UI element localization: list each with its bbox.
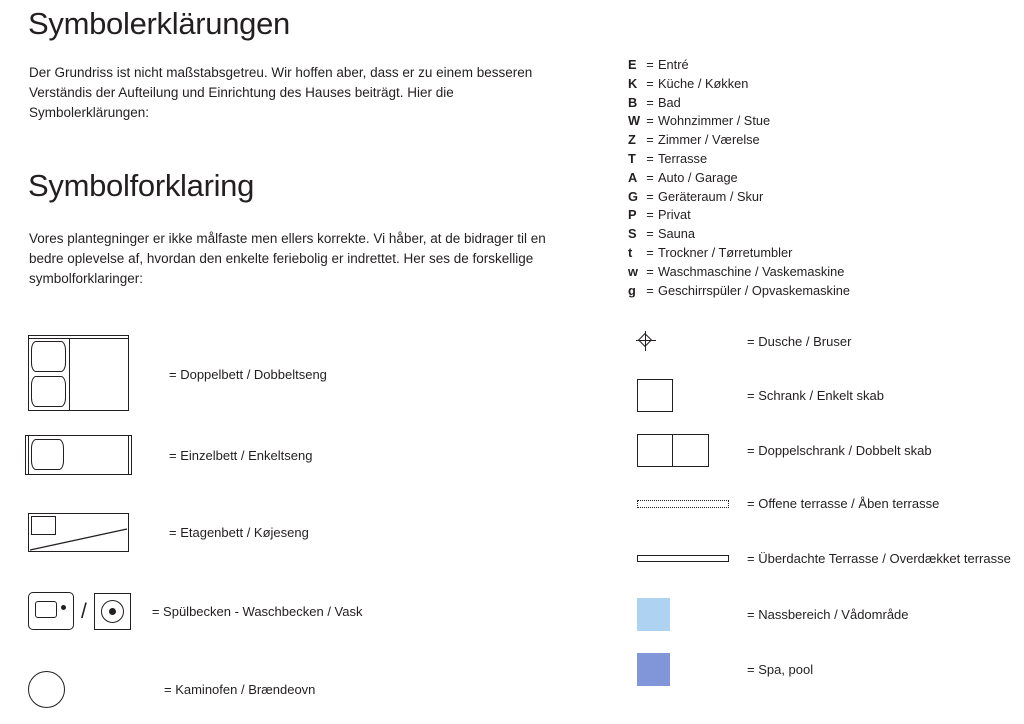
fireplace-icon — [28, 671, 65, 708]
abbreviation-row — [628, 170, 998, 189]
page-title-dk: Symbolforklaring — [28, 168, 255, 203]
abbreviation-key: W — [628, 113, 641, 129]
shower-icon-wrap — [637, 332, 747, 350]
abbreviation-key: K — [628, 75, 638, 91]
legend-label: = Spa, pool — [747, 662, 814, 677]
open-terrace-icon-wrap — [637, 500, 747, 508]
legend-label: = Einzelbett / Enkeltseng — [169, 447, 313, 463]
legend-label: = Schrank / Enkelt skab — [747, 388, 884, 403]
legend-item-fireplace — [28, 671, 315, 708]
abbreviation-equals: = — [646, 282, 654, 298]
page-title-de: Symbolerklärungen — [28, 6, 290, 41]
legend-label: = Etagenbett / Køjeseng — [169, 525, 309, 540]
abbreviation-value: Wohnzimmer / Stue — [658, 113, 771, 129]
legend-label: = Offene terrasse / Åben terrasse — [747, 496, 940, 511]
legend-label: = Kaminofen / Brændeovn — [164, 682, 316, 697]
abbreviation-key: w — [628, 263, 638, 279]
abbreviation-key: Z — [628, 132, 636, 148]
intro-paragraph-de: Der Grundriss ist nicht maßstabsgetreu. Wir hoffen aber, dass er zu einem besseren Verständis der Aufteilung und Einrichtung des Hauses beiträgt. Hier die Symbolerklärungen: — [29, 65, 533, 120]
legend-item-spa-pool — [637, 653, 813, 686]
abbreviation-equals: = — [646, 132, 654, 148]
abbreviation-value: Geräteraum / Skur — [658, 188, 764, 204]
abbreviation-equals: = — [646, 263, 654, 279]
abbreviation-value: Auto / Garage — [658, 169, 738, 185]
abbreviation-row — [628, 245, 998, 264]
abbreviation-key: g — [628, 282, 636, 298]
legend-item-wet-area — [637, 598, 909, 631]
abbreviation-key: B — [628, 94, 638, 110]
intro-paragraph-dk: Vores plantegninger er ikke målfaste men ellers korrekte. Vi håber, at de bidrager til en bedre oplevelse af, hvordan den enkelte feriebolig er indrettet. Her ses de forskellige symbolforklaringer: — [29, 231, 546, 286]
abbreviation-equals: = — [646, 169, 654, 185]
legend-label: = Überdachte Terrasse / Overdækket terrasse — [747, 551, 1011, 566]
abbreviation-equals: = — [646, 57, 654, 72]
abbreviation-equals: = — [646, 75, 654, 91]
abbreviation-key: P — [628, 207, 637, 223]
spa-pool-swatch — [637, 653, 670, 686]
abbreviation-row — [628, 207, 998, 226]
shower-icon — [637, 332, 655, 350]
legend-item-double-cabinet — [637, 434, 932, 467]
abbreviation-key: A — [628, 169, 638, 185]
abbreviation-value: Küche / Køkken — [658, 75, 749, 91]
sink-basin-icon — [28, 592, 74, 630]
abbreviation-value: Waschmaschine / Vaskemaskine — [658, 263, 845, 279]
abbreviation-row — [628, 76, 998, 95]
sink-icon — [28, 588, 131, 634]
abbreviation-value: Trockner / Tørretumbler — [658, 244, 793, 260]
legend-label: = Dusche / Bruser — [747, 333, 852, 349]
cabinet-icon — [637, 379, 673, 412]
abbreviation-equals: = — [646, 244, 654, 260]
legend-item-cabinet — [637, 379, 884, 412]
abbreviation-equals: = — [646, 207, 654, 223]
legend-item-shower — [637, 332, 851, 350]
covered-terrace-icon-wrap — [637, 555, 747, 562]
abbreviation-row — [628, 264, 998, 283]
double-cabinet-icon — [637, 434, 709, 467]
abbreviation-row — [628, 113, 998, 132]
abbreviation-key: S — [628, 226, 637, 242]
legend-item-open-terrace — [637, 496, 939, 511]
double-bed-icon — [28, 338, 129, 411]
spa-pool-swatch-wrap — [637, 653, 747, 686]
abbreviation-key: E — [628, 57, 637, 72]
abbreviation-row — [628, 189, 998, 208]
separator-slash: / — [81, 599, 87, 623]
abbreviation-key: G — [628, 188, 638, 204]
abbreviation-value: Terrasse — [658, 150, 708, 166]
abbreviation-value: Privat — [658, 207, 691, 223]
legend-label: = Nassbereich / Vådområde — [747, 607, 909, 622]
abbreviation-key: t — [628, 244, 633, 260]
abbreviation-row — [628, 283, 998, 302]
bunk-diagonal-icon — [28, 513, 129, 552]
legend-label: = Spülbecken - Waschbecken / Vask — [151, 603, 363, 619]
abbreviation-value: Geschirrspüler / Opvaskemaskine — [658, 282, 851, 298]
wet-area-swatch-wrap — [637, 598, 747, 631]
abbreviation-equals: = — [646, 188, 654, 204]
covered-terrace-icon — [637, 555, 729, 562]
abbreviation-row — [628, 57, 998, 76]
abbreviation-row — [628, 132, 998, 151]
legend-item-bunk-bed — [28, 513, 309, 552]
wet-area-swatch — [637, 598, 670, 631]
abbreviation-value: Zimmer / Værelse — [658, 132, 760, 148]
abbreviation-row — [628, 226, 998, 245]
abbreviation-row — [628, 151, 998, 170]
cabinet-icon-wrap — [637, 379, 747, 412]
legend-label: = Doppelschrank / Dobbelt skab — [747, 443, 932, 458]
legend-item-covered-terrace — [637, 551, 1011, 566]
abbreviation-equals: = — [646, 226, 654, 242]
abbreviation-key: T — [628, 150, 636, 166]
abbreviation-equals: = — [646, 94, 654, 110]
washbasin-icon — [94, 593, 131, 630]
abbreviation-row — [628, 95, 998, 114]
abbreviation-value: Sauna — [658, 226, 696, 242]
legend-label: = Doppelbett / Dobbeltseng — [169, 367, 327, 382]
abbreviation-value: Bad — [658, 94, 681, 110]
abbreviation-value: Entré — [658, 57, 689, 72]
legend-item-sink — [28, 588, 362, 634]
bunk-bed-icon — [28, 513, 129, 552]
legend-item-double-bed — [28, 338, 327, 411]
legend-item-single-bed — [28, 435, 312, 475]
open-terrace-icon — [637, 500, 729, 508]
single-bed-icon — [28, 435, 129, 475]
abbreviation-equals: = — [646, 113, 654, 129]
double-cabinet-icon-wrap — [637, 434, 747, 467]
abbreviation-list — [628, 57, 998, 301]
abbreviation-equals: = — [646, 150, 654, 166]
